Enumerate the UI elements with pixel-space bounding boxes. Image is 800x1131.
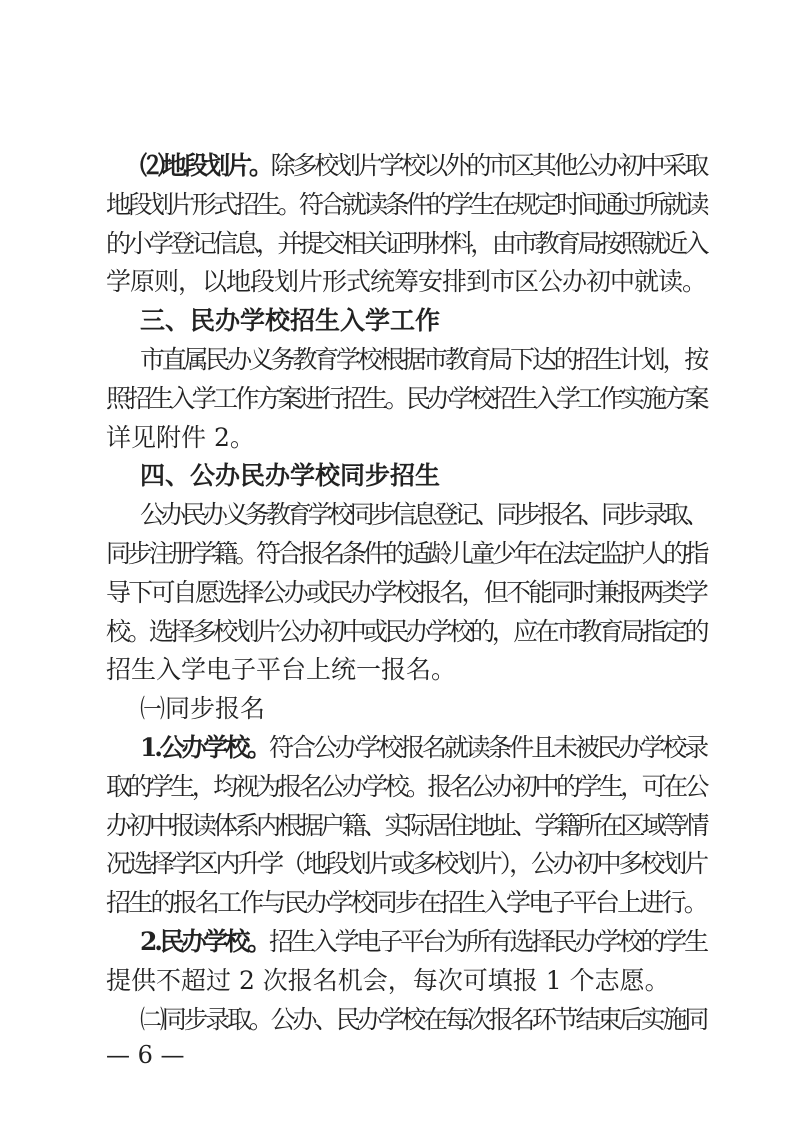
text-line [106, 224, 706, 263]
line-text: ㈡同步录取。公办、民办学校在每次报名环节结束后实施同 [140, 1004, 706, 1034]
line-text: 学原则，以地段划片形式统筹安排到市区公办初中就读。 [106, 267, 706, 297]
page-number: — 6 — [106, 1041, 185, 1069]
line-text: 招生的报名工作与民办学校同步在招生入学电子平台上进行。 [106, 888, 706, 918]
section-heading [140, 301, 440, 340]
line-text: 除多校划片学校以外的市区其他公办初中采取 [270, 151, 706, 180]
line-text: 招生入学电子平台为所有选择民办学校的学生 [269, 927, 706, 956]
line-text: 符合公办学校报名就读条件且未被民办学校录 [269, 733, 706, 762]
line-text: 校。选择多校划片公办初中或民办学校的，应在市教育局指定的 [106, 616, 706, 646]
text-line [140, 495, 706, 534]
text-line [106, 534, 706, 573]
line-text: 提供不超过 2 次报名机会，每次可填报 1 个志愿。 [106, 965, 670, 995]
bold-lead: 1.公办学校。 [140, 733, 270, 762]
text-line [106, 418, 255, 457]
text-line [106, 650, 456, 689]
text-line [140, 922, 706, 961]
text-line [106, 767, 706, 806]
text-line [106, 573, 706, 612]
text-line [140, 1000, 706, 1039]
line-text: 三、民办学校招生入学工作 [140, 306, 441, 336]
text-line [106, 844, 706, 883]
line-text: 详见附件 2。 [106, 422, 255, 452]
line-text: 的小学登记信息，并提交相关证明材料，由市教育局按照就近入 [106, 228, 706, 258]
section-heading [140, 456, 440, 495]
text-line [140, 146, 706, 185]
line-text: 公办民办义务教育学校同步信息登记、同步报名、同步录取、 [140, 500, 706, 530]
bold-lead: ⑵地段划片。 [140, 151, 271, 180]
text-line [106, 379, 706, 418]
text-line [106, 883, 706, 922]
line-text: 取的学生，均视为报名公办学校。报名公办初中的学生，可在公 [106, 771, 706, 801]
line-text: 导下可自愿选择公办或民办学校报名，但不能同时兼报两类学 [106, 577, 706, 607]
line-text: 照招生入学工作方案进行招生。民办学校招生入学工作实施方案 [106, 383, 706, 413]
text-line [106, 806, 706, 845]
text-line [106, 612, 706, 651]
line-text: ㈠同步报名 [140, 694, 266, 724]
text-line [140, 689, 265, 728]
line-text: 市直属民办义务教育学校根据市教育局下达的招生计划，按 [140, 345, 706, 374]
text-line [140, 340, 706, 379]
line-text: 况选择学区内升学（地段划片或多校划片），公办初中多校划片 [106, 849, 706, 879]
line-text: 四、公办民办学校同步招生 [140, 461, 441, 491]
text-line [140, 728, 706, 767]
text-line [106, 185, 706, 224]
line-text: 办初中报读体系内根据户籍、实际居住地址、学籍所在区域等情 [106, 810, 706, 840]
text-line [106, 961, 670, 1000]
line-text: 地段划片形式招生。符合就读条件的学生在规定时间通过所就读 [106, 189, 706, 219]
line-text: 同步注册学籍。符合报名条件的适龄儿童少年在法定监护人的指 [106, 539, 706, 568]
text-line [106, 262, 706, 301]
line-text: 招生入学电子平台上统一报名。 [106, 655, 457, 685]
bold-lead: 2.民办学校。 [140, 927, 270, 956]
